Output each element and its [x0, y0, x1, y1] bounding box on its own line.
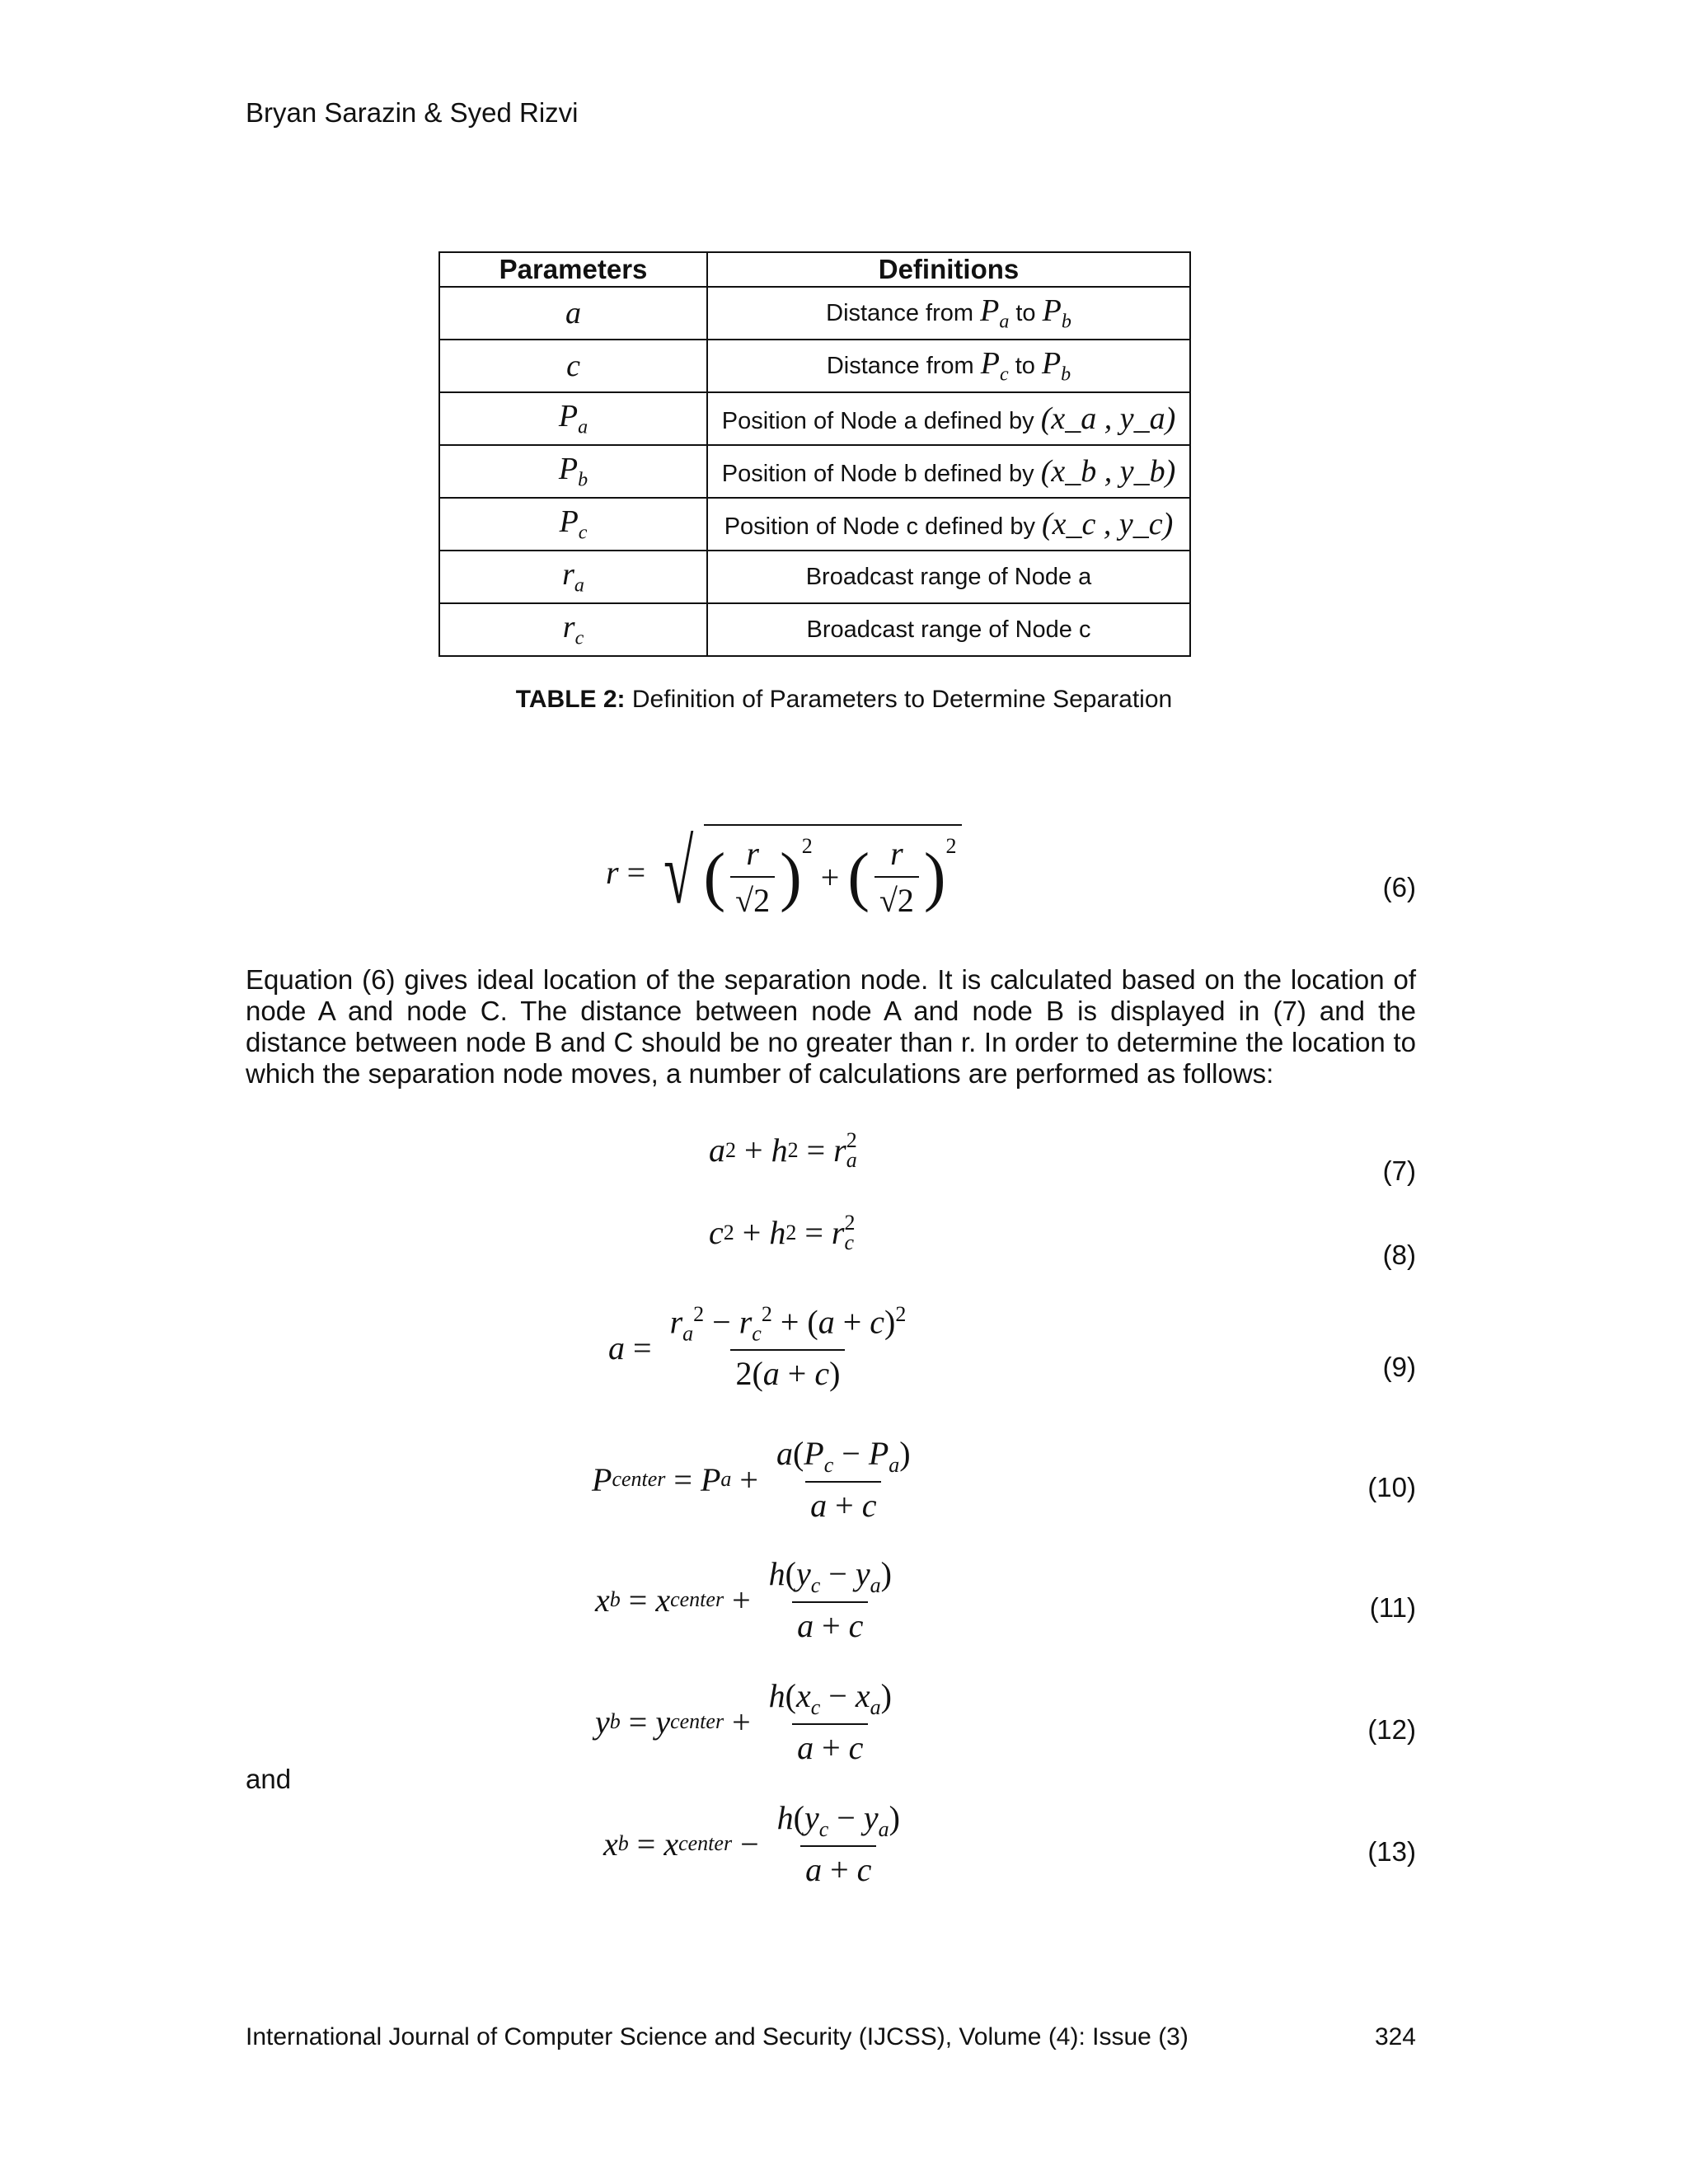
equation-6: r = √ ( $\frac{r}{√2}$ ) $^2$ + ( $\frac{r}{√2}$ ) $^2$ — [606, 824, 962, 920]
table-row — [439, 287, 1190, 340]
param-sub: b — [578, 469, 588, 491]
param-sub: a — [574, 574, 584, 597]
param-symbol: a — [565, 296, 581, 330]
symbol-sub: b — [1061, 311, 1071, 333]
equation-number: (7) — [1382, 1155, 1416, 1186]
equation-10: P center = P a + $\frac{a(P_c - P_a)}{a + c}$ — [592, 1435, 911, 1524]
definition-cell — [707, 445, 1190, 498]
coordinate-tuple: (x_b , y_b) — [1040, 454, 1176, 489]
coordinate-tuple: (x_c , y_c) — [1042, 507, 1174, 541]
table-row — [439, 551, 1190, 603]
parameters-table — [438, 251, 1191, 657]
param-symbol: r — [562, 610, 575, 645]
param-cell — [439, 340, 707, 392]
equation-number: (11) — [1369, 1592, 1416, 1623]
equation-7: a 2 + h 2 = r 2 a — [709, 1128, 857, 1172]
symbol-base: P — [1041, 346, 1062, 382]
to-symbol — [1042, 293, 1071, 333]
equation-9: a = $\frac{r_a^2 - r_c^2 + (a + c)^2}{2(a + c)}$ — [608, 1302, 907, 1393]
equation-13: x b = x center − $\frac{h(y_c - y_a)}{a + c}$ — [603, 1799, 900, 1888]
symbol-base: P — [980, 293, 1000, 329]
definition-cell — [707, 392, 1190, 445]
definition-text: Position of Node b defined by — [721, 461, 1034, 487]
definition-cell — [707, 498, 1190, 551]
param-symbol: P — [558, 452, 579, 487]
equation-11: x b = x center + $\frac{h(y_c - y_a)}{a + c}$ — [595, 1555, 892, 1644]
journal-footer: International Journal of Computer Science and Security (IJCSS), Volume (4): Issue (3) — [246, 2023, 1189, 2050]
definition-cell — [707, 287, 1190, 340]
param-symbol: P — [559, 504, 579, 540]
equation-number: (8) — [1382, 1240, 1416, 1270]
equation-12: y b = y center + $\frac{h(x_c - x_a)}{a + c}$ — [595, 1677, 892, 1766]
param-sub: c — [578, 522, 588, 544]
definition-text: Position of Node c defined by — [724, 513, 1035, 540]
param-symbol: r — [562, 557, 574, 593]
symbol-sub: b — [1061, 363, 1071, 386]
definition-cell — [707, 340, 1190, 392]
param-cell — [439, 551, 707, 603]
caption-text: Definition of Parameters to Determine Separation — [625, 686, 1173, 713]
param-sub: c — [574, 627, 584, 649]
param-sub: a — [578, 416, 588, 438]
coordinate-tuple: (x_a , y_a) — [1040, 401, 1176, 436]
equation-number: (12) — [1367, 1714, 1416, 1745]
page-number: 324 — [1374, 2023, 1416, 2050]
caption-label: TABLE 2: — [515, 686, 626, 713]
table-row — [439, 603, 1190, 656]
definition-text: Distance from — [826, 300, 974, 327]
connector-text: and — [246, 1764, 292, 1794]
symbol-sub: c — [999, 363, 1009, 386]
running-header: Bryan Sarazin & Syed Rizvi — [246, 97, 579, 128]
equation-number: (9) — [1382, 1352, 1416, 1382]
param-cell — [439, 498, 707, 551]
definition-cell — [707, 551, 1190, 603]
param-symbol: c — [566, 349, 580, 383]
body-paragraph: Equation (6) gives ideal location of the separation node. It is calculated based on the location of node A and node C. The distance between node A and node B is displayed in (7) and the distance between node B and C should be no greater than r. In order to determine the location to which the separation node moves, a number of calculations are performed as follows: — [246, 964, 1416, 1089]
equation-number: (10) — [1367, 1472, 1416, 1502]
param-cell — [439, 287, 707, 340]
definition-text: Position of Node a defined by — [721, 408, 1034, 434]
equation-number: (6) — [1382, 872, 1416, 902]
symbol-base: P — [1042, 293, 1062, 329]
param-symbol: P — [558, 399, 579, 434]
to-word: to — [1015, 353, 1035, 380]
table-row — [439, 445, 1190, 498]
symbol-base: P — [980, 346, 1000, 382]
definition-cell — [707, 603, 1190, 656]
table-header-row — [439, 252, 1190, 287]
definition-text: Broadcast range of Node c — [806, 616, 1091, 643]
table-caption — [0, 686, 1688, 714]
symbol-sub: a — [999, 311, 1010, 333]
column-header-parameters: Parameters — [439, 252, 707, 287]
to-symbol — [1041, 346, 1071, 386]
param-cell — [439, 603, 707, 656]
column-header-definitions: Definitions — [707, 252, 1190, 287]
table-row — [439, 392, 1190, 445]
to-word: to — [1015, 300, 1036, 327]
definition-text: Broadcast range of Node a — [805, 563, 1092, 590]
equation-8: c 2 + h 2 = r 2 c — [709, 1211, 856, 1254]
param-cell — [439, 392, 707, 445]
table-row — [439, 340, 1190, 392]
table-row — [439, 498, 1190, 551]
from-symbol — [980, 346, 1009, 386]
definition-text: Distance from — [826, 353, 974, 380]
from-symbol — [980, 293, 1010, 333]
equation-number: (13) — [1367, 1836, 1416, 1867]
param-cell — [439, 445, 707, 498]
